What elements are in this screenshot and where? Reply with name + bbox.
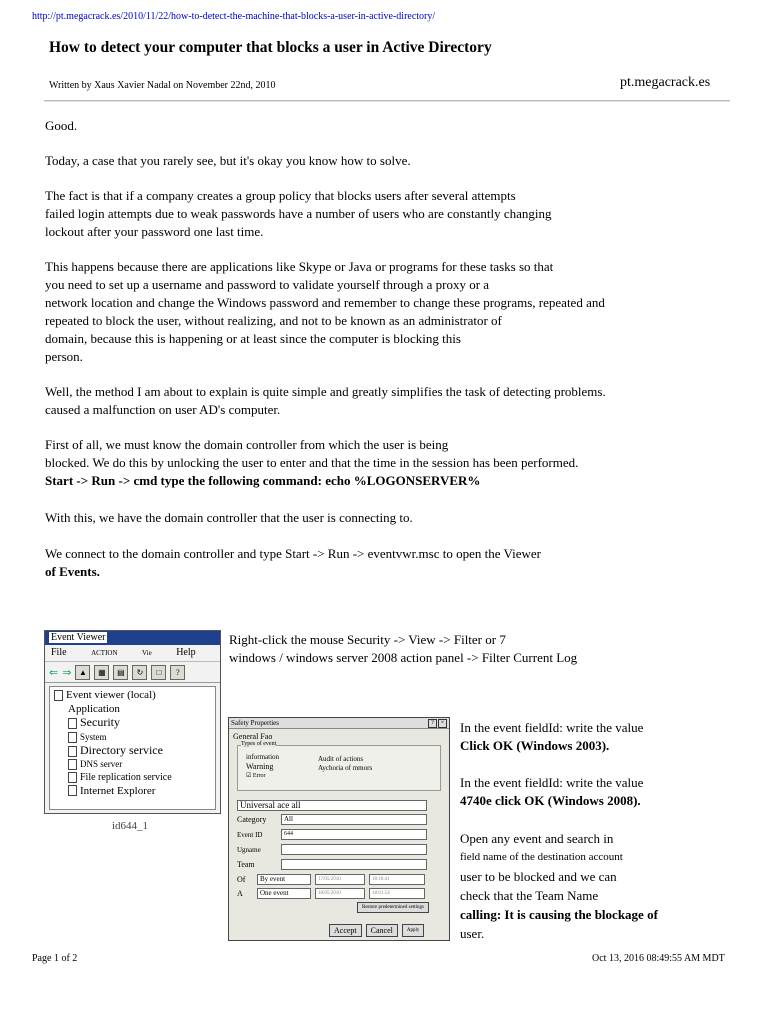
from-label: Of <box>237 875 246 884</box>
tree-item-label: Internet Explorer <box>80 784 156 797</box>
text-line: check that the Team Name <box>460 888 599 903</box>
tree-item-application[interactable] <box>54 703 211 717</box>
text-line: The fact is that if a company creates a group policy that blocks users after several attempts <box>45 188 516 203</box>
command-line: Start -> Run -> cmd type the following command: echo %LOGONSERVER% <box>45 473 481 488</box>
event-source-select[interactable]: Universal ace all <box>237 800 427 811</box>
dialog-title: Safety Properties <box>231 719 280 727</box>
user-label: Ugname <box>237 845 261 854</box>
tree-item-label: Application <box>68 702 120 715</box>
checkbox-audit-success[interactable]: Audit of actions <box>318 755 364 763</box>
close-icon[interactable]: × <box>438 719 447 728</box>
log-icon <box>68 785 77 796</box>
paragraph-5 <box>45 383 606 419</box>
computer-icon <box>54 690 63 701</box>
text-line: Well, the method I am about to explain is quite simple and greatly simplifies the task of detecting problems. <box>45 384 606 399</box>
tree-root[interactable] <box>54 689 211 703</box>
log-icon <box>68 746 77 757</box>
tree-item-system[interactable] <box>54 731 211 745</box>
event-viewer-titlebar <box>45 631 220 645</box>
text-line: person. <box>45 349 83 364</box>
log-icon <box>68 772 77 783</box>
checkbox-audit-failure[interactable]: Aychoria of mmors <box>318 764 373 772</box>
dialog-tab[interactable]: General Fao <box>233 732 273 741</box>
side-instruction-1 <box>460 719 643 755</box>
tree-item-file-replication[interactable] <box>54 771 211 785</box>
from-time[interactable]: 18:18:41 <box>369 874 425 885</box>
tree-item-security[interactable] <box>54 716 211 731</box>
tree-item-label: DNS server <box>80 758 123 769</box>
text-line: In the event fieldId: write the value <box>460 720 644 735</box>
tree-item-directory-service[interactable] <box>54 744 211 758</box>
checkbox-error[interactable]: ☑ Error <box>246 773 266 779</box>
text-line: We connect to the domain controller and type Start -> Run -> eventvwr.msc to open the Viewer <box>45 546 541 561</box>
text-line: user to be blocked and we can <box>460 869 617 884</box>
paragraph-3 <box>45 187 552 241</box>
event-id-label: Event ID <box>237 830 263 839</box>
text-line-bold: calling: It is causing the blockage of <box>460 907 658 922</box>
tree-item-dns-server[interactable] <box>54 758 211 772</box>
byline: Written by Xaus Xavier Nadal on November 22nd, 2010 <box>49 80 276 91</box>
category-label: Category <box>237 815 267 824</box>
text-line: With this, we have the domain controller that the user is connecting to. <box>45 510 413 525</box>
print-timestamp: Oct 13, 2016 08:49:55 AM MDT <box>592 953 725 964</box>
from-select[interactable]: By event <box>257 874 311 885</box>
back-arrow-icon[interactable]: ⇐ <box>49 666 59 679</box>
checkbox-warning[interactable]: Warning <box>246 762 274 771</box>
console-tree-icon[interactable]: ▦ <box>94 665 109 680</box>
text-line: lockout after your password one last time. <box>45 224 264 239</box>
source-url[interactable]: http://pt.megacrack.es/2010/11/22/how-to-detect-the-machine-that-blocks-a-user-in-active-directory/ <box>32 11 436 22</box>
text-line: First of all, we must know the domain controller from which the user is being <box>45 437 449 452</box>
tree-item-label: Directory service <box>80 743 163 757</box>
text-line: network location and change the Windows password and remember to change these programs, repeated and <box>45 295 605 310</box>
text-line-bold: 4740e click OK (Windows 2008). <box>460 793 641 808</box>
article-title: How to detect your computer that blocks a user in Active Directory <box>49 39 492 56</box>
text-line: domain, because this is happening or at least since the computer is blocking this <box>45 331 461 346</box>
user-input[interactable] <box>281 844 427 855</box>
text-line: you need to set up a username and password to validate yourself through a proxy or a <box>45 277 490 292</box>
from-date[interactable]: 17/05/2010 <box>315 874 365 885</box>
side-instruction-3 <box>460 829 658 943</box>
side-instruction-2 <box>460 774 643 810</box>
text-line: Today, a case that you rarely see, but it's okay you know how to solve. <box>45 153 411 168</box>
tree-item-label: System <box>80 731 107 742</box>
text-line: caused a malfunction on user AD's computer. <box>45 402 281 417</box>
paragraph-4 <box>45 258 605 366</box>
text-line: Good. <box>45 118 78 133</box>
menu-file[interactable]: File <box>51 647 67 658</box>
text-line: Open any event and search in <box>460 831 614 846</box>
text-line: Right-click the mouse Security -> View -> Filter or 7 <box>229 632 506 647</box>
header-divider <box>44 100 730 102</box>
to-date[interactable]: 18/05/2010 <box>315 888 365 899</box>
text-line-bold: of Events. <box>45 564 100 579</box>
up-folder-icon[interactable]: ▲ <box>75 665 90 680</box>
accept-button[interactable]: Accept <box>329 924 362 937</box>
tree-item-label: Security <box>80 715 120 729</box>
checkbox-error-label: Error <box>252 773 266 779</box>
event-types-group <box>237 741 441 791</box>
refresh-icon[interactable]: ↻ <box>132 665 147 680</box>
image-caption: id644_1 <box>112 820 149 832</box>
team-label: Team <box>237 860 255 869</box>
category-select[interactable]: All <box>281 814 427 825</box>
event-viewer-title: Event Viewer <box>51 632 106 643</box>
text-line-bold: Click OK (Windows 2003). <box>460 738 610 753</box>
text-line: blocked. We do this by unlocking the user to enter and that the time in the session has been performed. <box>45 455 579 470</box>
event-id-input[interactable]: 644 <box>281 829 427 840</box>
paragraph-7 <box>45 509 413 527</box>
tree-root-label: Event viewer (local) <box>66 689 156 701</box>
paragraph-1 <box>45 117 77 135</box>
to-label: A <box>237 889 243 898</box>
log-icon <box>68 759 77 770</box>
log-icon <box>68 718 77 729</box>
text-line: field name of the destination account <box>460 851 623 863</box>
to-select[interactable]: One event <box>257 888 311 899</box>
paragraph-2 <box>45 152 411 170</box>
forward-arrow-icon[interactable]: ⇒ <box>62 666 72 679</box>
text-line: user. <box>460 926 485 941</box>
text-line: This happens because there are applications like Skype or Java or programs for these tasks so that <box>45 259 554 274</box>
export-icon[interactable]: □ <box>151 665 166 680</box>
safety-properties-dialog <box>228 717 450 941</box>
event-viewer-toolbar <box>45 662 220 683</box>
site-name: pt.megacrack.es <box>620 75 711 90</box>
instruction-text <box>229 631 577 667</box>
checkbox-information[interactable]: information <box>246 753 280 761</box>
text-line: repeated to block the user, without realizing, and not to be known as an administrator of <box>45 313 502 328</box>
cancel-button[interactable]: Cancel <box>366 924 398 937</box>
event-viewer-screenshot <box>44 630 221 814</box>
menu-view[interactable]: Vie <box>142 649 152 657</box>
tree-item-internet-explorer[interactable] <box>54 785 211 799</box>
help-icon[interactable]: ? <box>170 665 185 680</box>
to-time[interactable]: 18:01:54 <box>369 888 425 899</box>
restore-defaults-button[interactable]: Restore predetermined settings <box>357 902 429 913</box>
text-line: windows / windows server 2008 action panel -> Filter Current Log <box>229 650 578 665</box>
help-icon[interactable]: ? <box>428 719 437 728</box>
team-input[interactable] <box>281 859 427 870</box>
page-number: Page 1 of 2 <box>32 953 78 964</box>
event-viewer-menubar <box>45 645 220 662</box>
event-viewer-tree <box>49 686 216 810</box>
properties-icon[interactable]: ▤ <box>113 665 128 680</box>
menu-action[interactable]: ACTION <box>91 649 118 657</box>
dialog-titlebar <box>229 718 449 729</box>
paragraph-6 <box>45 436 578 490</box>
group-label: Types of event <box>241 741 277 747</box>
text-line: failed login attempts due to weak passwords have a number of users who are constantly changing <box>45 206 552 221</box>
paragraph-8 <box>45 545 541 581</box>
apply-button[interactable]: Apply <box>402 924 425 937</box>
text-line: In the event fieldId: write the value <box>460 775 644 790</box>
tree-item-label: File replication service <box>80 772 172 783</box>
log-icon <box>68 732 77 743</box>
menu-help[interactable]: Help <box>176 647 196 658</box>
